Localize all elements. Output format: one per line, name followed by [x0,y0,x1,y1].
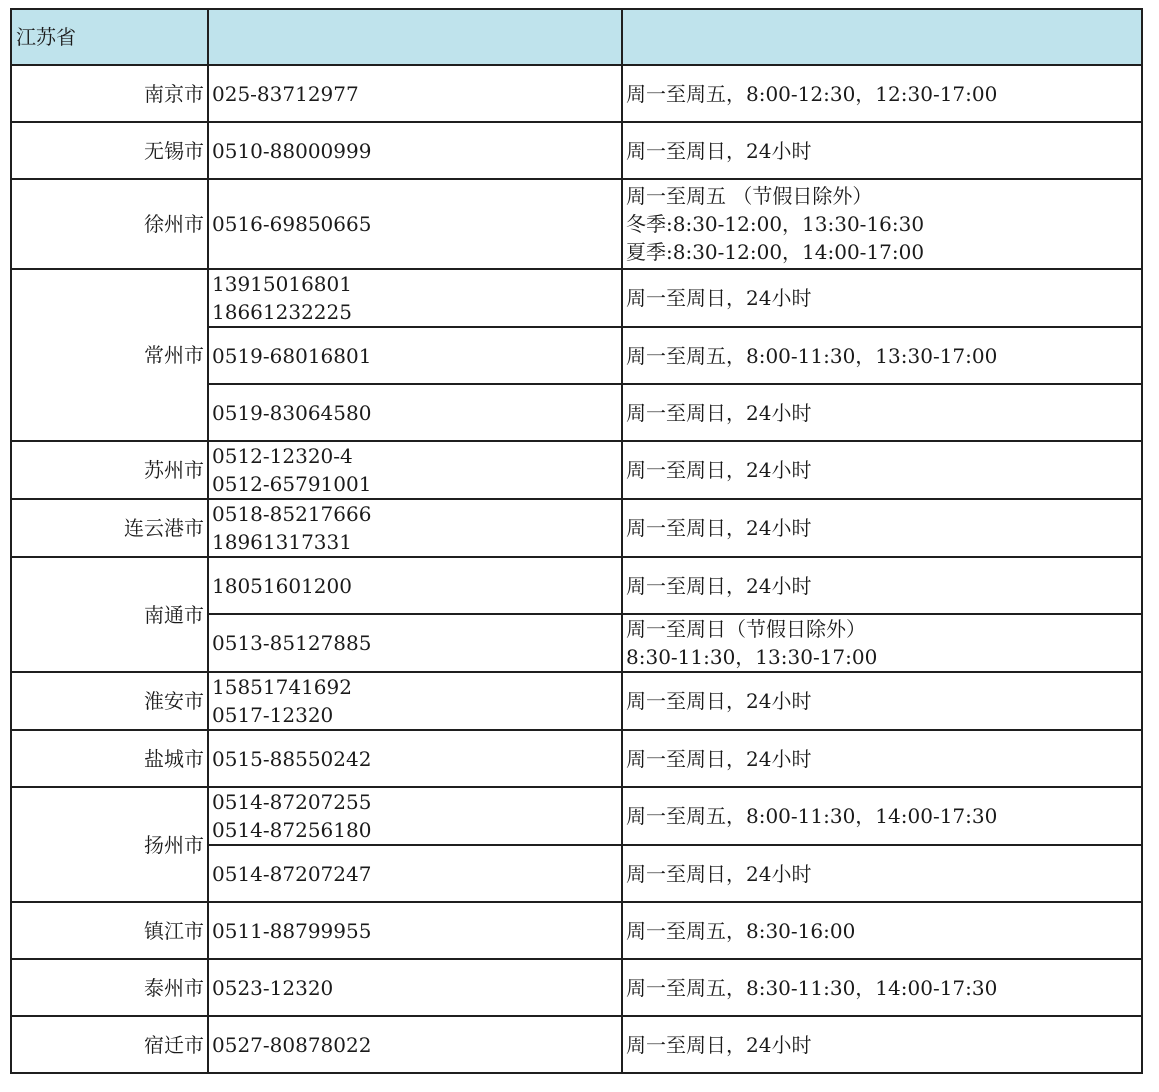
hours-cell [622,65,1142,122]
phone-number: 0517-12320 [212,703,334,727]
hours-line: 夏季:8:30-12:00，14:00-17:00 [626,240,925,264]
phone-number: 0527-80878022 [212,1032,372,1057]
table-row [11,441,1142,499]
table-row [11,269,1142,327]
phone-cell [208,787,622,845]
phone-number: 0515-88550242 [212,746,372,771]
table-row [11,122,1142,179]
hours-line: 周一至周日，24小时 [626,400,812,425]
phone-number: 0514-87256180 [212,818,372,842]
phone-cell [208,730,622,787]
phone-cell [208,327,622,384]
phone-number: 18051601200 [212,573,352,598]
city-cell: 泰州市 [11,959,208,1016]
hours-cell [622,672,1142,730]
hours-line: 周一至周日，24小时 [626,573,812,598]
phone-cell [208,179,622,269]
phone-header [208,9,622,65]
hours-cell [622,614,1142,672]
hours-cell [622,327,1142,384]
hours-cell [622,787,1142,845]
table-row [11,557,1142,614]
city-cell: 苏州市 [11,441,208,499]
hours-line: 周一至周五，8:00-11:30，14:00-17:30 [626,804,998,828]
hours-cell [622,441,1142,499]
city-cell: 扬州市 [11,787,208,902]
phone-cell [208,384,622,441]
hours-line: 周一至周日，24小时 [626,516,812,540]
phone-number: 0514-87207247 [212,861,372,886]
city-cell: 常州市 [11,269,208,441]
hours-cell [622,179,1142,269]
phone-cell [208,845,622,902]
city-cell: 盐城市 [11,730,208,787]
hours-cell [622,1016,1142,1073]
hours-cell [622,384,1142,441]
hours-cell [622,122,1142,179]
phone-cell [208,557,622,614]
table-row [11,730,1142,787]
table-row [11,672,1142,730]
phone-number: 025-83712977 [212,81,359,106]
phone-number: 0510-88000999 [212,138,372,163]
city-cell: 镇江市 [11,902,208,959]
phone-number: 0512-65791001 [212,472,372,496]
phone-number: 18661232225 [212,300,352,324]
city-cell: 徐州市 [11,179,208,269]
city-cell: 南通市 [11,557,208,672]
hours-line: 周一至周日，24小时 [626,138,812,163]
phone-cell [208,614,622,672]
table-row [11,787,1142,845]
hours-cell [622,959,1142,1016]
hours-line: 周一至周五 （节假日除外） [626,184,873,208]
city-cell: 宿迁市 [11,1016,208,1073]
phone-cell [208,65,622,122]
phone-cell [208,122,622,179]
hours-header [622,9,1142,65]
hours-cell [622,557,1142,614]
table-row [11,65,1142,122]
phone-cell [208,499,622,557]
phone-number: 0516-69850665 [212,212,372,236]
hours-cell [622,269,1142,327]
city-cell: 南京市 [11,65,208,122]
phone-cell [208,959,622,1016]
hours-line: 周一至周五，8:30-16:00 [626,918,856,943]
hours-cell [622,730,1142,787]
phone-number: 0513-85127885 [212,631,372,655]
hours-line: 周一至周五，8:00-11:30，13:30-17:00 [626,343,998,368]
phone-cell [208,902,622,959]
phone-number: 0514-87207255 [212,790,372,814]
phone-number: 15851741692 [212,675,352,699]
hours-line: 周一至周日，24小时 [626,1032,812,1057]
header-row [11,9,1142,65]
hours-cell [622,902,1142,959]
hours-line: 周一至周日，24小时 [626,861,812,886]
hours-line: 周一至周日（节假日除外） [626,617,866,641]
hours-line: 8:30-11:30，13:30-17:00 [626,645,878,669]
hours-line: 周一至周日，24小时 [626,286,812,310]
hours-line: 冬季:8:30-12:00，13:30-16:30 [626,212,925,236]
table-row [11,499,1142,557]
phone-number: 18961317331 [212,530,352,554]
phone-cell [208,1016,622,1073]
phone-number: 0519-68016801 [212,343,372,368]
phone-number: 0511-88799955 [212,918,372,943]
hours-line: 周一至周日，24小时 [626,746,812,771]
city-cell: 淮安市 [11,672,208,730]
table-row [11,1016,1142,1073]
province-header: 江苏省 [11,9,208,65]
phone-number: 0519-83064580 [212,400,372,425]
hours-line: 周一至周五，8:00-12:30，12:30-17:00 [626,81,998,106]
city-cell: 连云港市 [11,499,208,557]
city-cell: 无锡市 [11,122,208,179]
table-row [11,959,1142,1016]
phone-number: 13915016801 [212,272,352,296]
hours-line: 周一至周日，24小时 [626,458,812,482]
phone-number: 0518-85217666 [212,502,372,526]
contact-table [10,8,1143,1074]
hours-line: 周一至周五，8:30-11:30，14:00-17:30 [626,975,998,1000]
phone-cell [208,672,622,730]
phone-number: 0512-12320-4 [212,444,353,468]
phone-cell [208,441,622,499]
table-row [11,902,1142,959]
contact-table-sheet [10,8,1143,1074]
hours-cell [622,845,1142,902]
hours-cell [622,499,1142,557]
table-row [11,179,1142,269]
hours-line: 周一至周日，24小时 [626,689,812,713]
phone-cell [208,269,622,327]
phone-number: 0523-12320 [212,975,334,1000]
